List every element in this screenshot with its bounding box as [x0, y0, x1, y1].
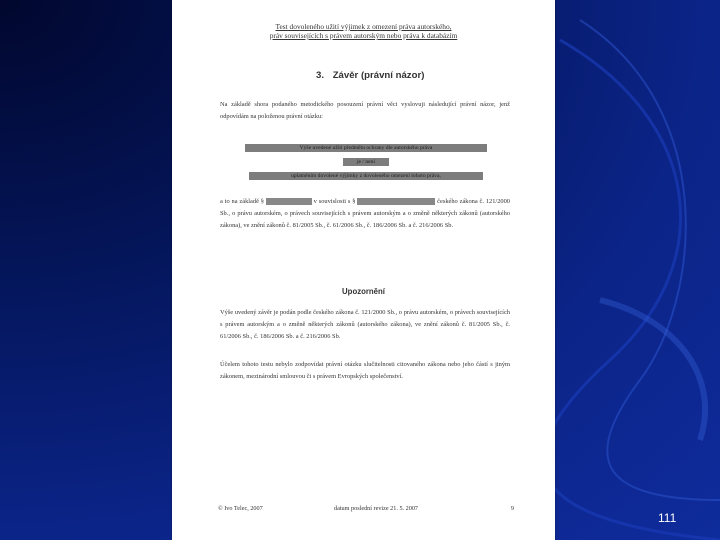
header-line-1: Test dovoleného užití výjimek z omezení práva autorského,: [275, 22, 452, 31]
conclusion-paragraph: [220, 196, 510, 232]
conclusion-rest: českého zákona č. 121/2000 Sb., o právu autorském, o právech souvisejících s právem autorským a o změně některých zákonů (autorského zákona), ve znění zákonů č. 81/2005 Sb., č. 61/2006 Sb., č. 186/2006 Sb. a č. 216/2006 Sb.: [220, 198, 510, 229]
document-header: [172, 22, 555, 40]
conclusion-prefix: a to na základě §: [220, 198, 264, 205]
warning-heading: Upozornění: [342, 287, 385, 296]
warning-paragraph-2: Účelem tohoto testu nebylo zodpovídat právní otázku slučitelnosti citovaného zákona nebo jeho částí s jiným zákonem, mezinárodní smlouvou či s právem Evropských společenství.: [220, 361, 510, 380]
header-line-2: práv souvisejících s právem autorským nebo práva k databázím: [269, 31, 458, 40]
warning-paragraph-1: Výše uvedený závěr je podán podle českého zákona č. 121/2000 Sb., o právu autorském, o právech souvisejících s právem autorským a o změně některých zákonů (autorského zákona), ve znění zákonů č. 81/2005 Sb., č. 61/2006 Sb., č. 186/2006 Sb. a č. 216/2006 Sb.: [220, 309, 510, 340]
footer-revision-date: datum poslední revize 21. 5. 2007: [334, 505, 419, 512]
section-blank-1: [266, 198, 312, 205]
section-blank-2: [357, 198, 435, 205]
footer-copyright: © Ivo Telec, 2007: [218, 505, 263, 512]
highlight-line-3: uplatněním dovolené výjimky z dovoleného omezení tohoto práva,: [249, 172, 483, 180]
conclusion-mid: v souvislosti s §: [313, 198, 356, 205]
section-heading: [316, 70, 424, 81]
intro-paragraph: Na základě shora podaného metodického posouzení právní věci vyslovuji následující právní názor, jenž odpovídám na položenou právní otázku:: [220, 101, 510, 120]
section-title: Závěr (právní názor): [332, 70, 425, 81]
section-number: 3.: [316, 70, 325, 81]
highlighted-statement: [244, 144, 488, 186]
slide-number: 111: [658, 511, 677, 525]
document-page: [172, 0, 555, 540]
highlight-line-1: Výše uvedené užití předmětu ochrany dle autorského práva: [245, 144, 487, 152]
highlight-line-2: je / není: [343, 158, 389, 166]
footer-page-number: 9: [510, 505, 514, 512]
